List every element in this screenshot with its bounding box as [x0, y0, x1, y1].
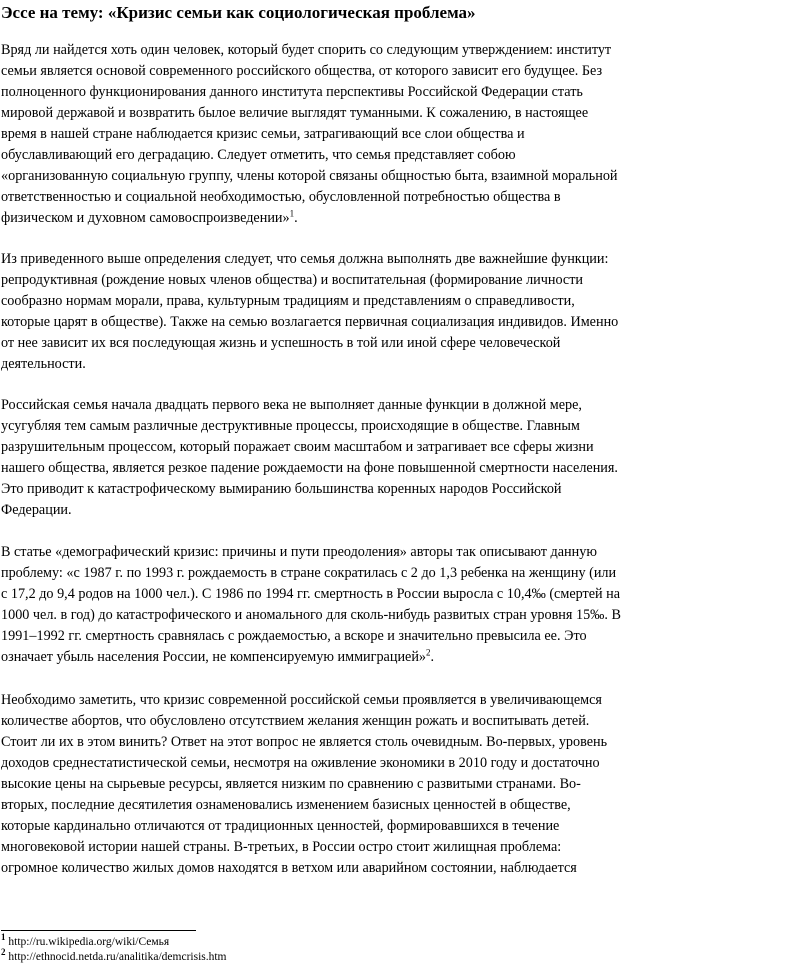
footnote-ref-2[interactable]: 2 [426, 647, 431, 658]
footnote-link[interactable]: http://ethnocid.netda.ru/analitika/demcrisis.htm [8, 951, 227, 963]
footnote-ref-1[interactable]: 1 [289, 208, 295, 219]
paragraph-2 [1, 249, 621, 375]
footnote-number: 2 [1, 947, 6, 958]
paragraph-end: . [294, 210, 298, 226]
paragraph-text: Необходимо заметить, что кризис современной российской семьи проявляется в увеличивающемся количестве абортов, что обусловлено отсутствием желания женщин рожать и воспитывать детей. Стоит ли их в этом винить? Ответ на этот вопрос не является столь очевидным. Во-первых, уровень доходов среднестатистической семьи, несмотря на оживление экономики в 2010 году и достаточно высокие цены на сырьевые ресурсы, является низким по сравнению с развитыми странами. Во-вторых, последние десятилетия ознаменовались изменением базисных ценностей в обществе, которые кардинально отличаются от традиционных ценностей, формировавшихся в течение многовековой истории нашей страны. В-третьих, в России остро стоит жилищная проблема: огромное количество жилых домов находятся в ветхом или аварийном состоянии, наблюдается [1, 692, 608, 876]
footnote-link[interactable]: http://ru.wikipedia.org/wiki/Семья [8, 936, 170, 948]
paragraph-5 [1, 690, 621, 879]
footnote-number: 1 [1, 932, 6, 943]
paragraph-1 [1, 40, 621, 229]
footnotes [1, 930, 401, 965]
footnote-1 [1, 932, 401, 950]
paragraph-3 [1, 395, 621, 521]
essay-title: Эссе на тему: «Кризис семьи как социологическая проблема» [1, 3, 476, 22]
paragraph-text: В статье «демографический кризис: причины и пути преодоления» авторы так описывают данную проблему: «с 1987 г. по 1993 г. рождаемость в стране сократилась с 2 до 1,3 ребенка на женщину (или с 17,2 до 9,4 родов на 1000 чел.). С 1986 по 1994 гг. смертность в России выросла с 10,4‰ (смертей на 1000 чел. в год) до катастрофического и аномального для сколь-нибудь развитых стран уровня 15‰. В 1991–1992 гг. смертность сравнялась с рождаемостью, а вскоре и значительно превысила ее. Это означает убыль населения России, не компенсируемую иммиграцией» [1, 544, 621, 665]
essay-body [1, 0, 621, 879]
paragraph-4 [1, 542, 621, 668]
paragraph-end: . [430, 649, 435, 665]
footnote-2 [1, 947, 401, 965]
paragraph-text: Из приведенного выше определения следует, что семья должна выполнять две важнейшие функции: репродуктивная (рождение новых членов общества) и воспитательная (формирование личности сообразно нормам морали, права, культурным традициям и представлениям о справедливости, которые царят в обществе). Также на семью возлагается первичная социализация индивидов. Именно от нее зависит их вся последующая жизнь и успешность в той или иной сфере человеческой деятельности. [1, 251, 619, 372]
footnote-divider [1, 930, 196, 931]
paragraph-text: Вряд ли найдется хоть один человек, который будет спорить со следующим утверждением: институт семьи является основой современного российского общества, от которого зависит его будущее. Без полноценного функционирования данного института перспективы Российской Федерации стать мировой державой и возвратить былое величие выглядят туманными. К сожалению, в настоящее время в нашей стране наблюдается кризис семьи, затрагивающий все слои общества и обуславливающий его деградацию. Следует отметить, что семья представляет собою «организованную социальную группу, члены которой связаны общностью быта, взаимной моральной ответственностью и социальной необходимостью, обусловленной потребностью общества в физическом и духовном самовоспроизведении» [1, 42, 618, 226]
paragraph-text: Российская семья начала двадцать первого века не выполняет данные функции в должной мере, усугубляя тем самым различные деструктивные процессы, происходящие в обществе. Главным разрушительным процессом, который поражает своим масштабом и затрагивает все сферы жизни нашего общества, является резкое падение рождаемости на фоне повышенной смертности населения. Это приводит к катастрофическому вымиранию большинства коренных народов Российской Федерации. [1, 397, 618, 518]
